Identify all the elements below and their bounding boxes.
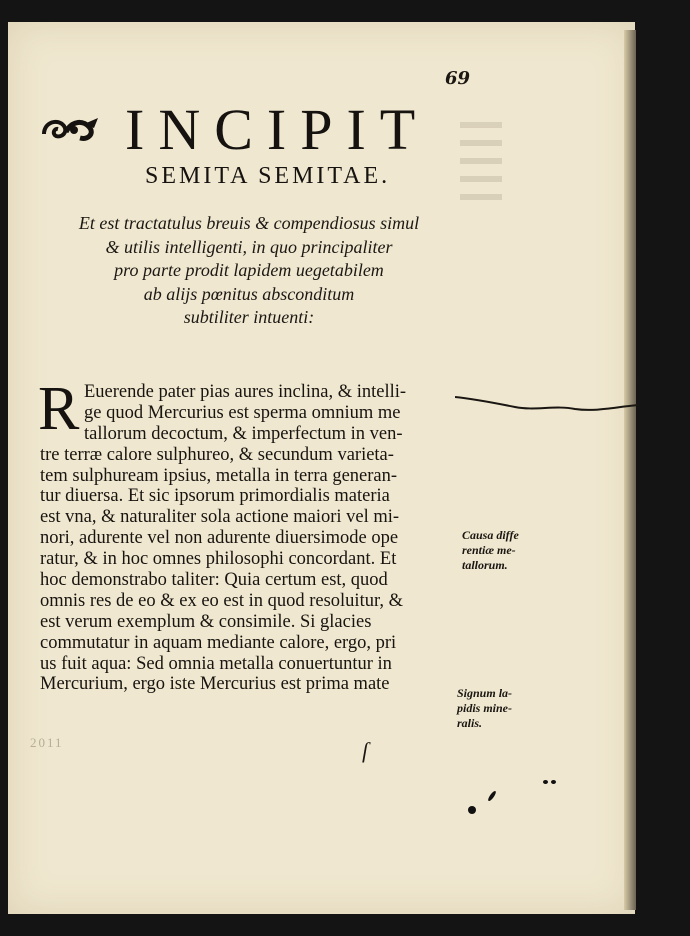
catchword: ſ bbox=[362, 738, 369, 763]
margin-note-causa bbox=[462, 528, 519, 573]
body-line: us fuit aqua: Sed omnia metalla conuertuntur in bbox=[40, 653, 392, 674]
body-line: est verum exemplum & consimile. Si glacies bbox=[40, 611, 372, 632]
margin-note-line: tallorum. bbox=[462, 558, 508, 572]
body-line: nori, adurente vel non adurente diuersimode ope bbox=[40, 528, 399, 549]
body-line: commutatur in aquam mediante calore, ergo, pri bbox=[40, 632, 397, 653]
intro-paragraph bbox=[64, 212, 434, 330]
body-line: Euerende pater pias aures inclina, & intelli- bbox=[84, 382, 407, 402]
margin-note-line: rentiæ me- bbox=[462, 543, 516, 557]
margin-note-line: ralis. bbox=[457, 716, 483, 730]
title-subtitle: SEMITA SEMITAE. bbox=[145, 163, 391, 189]
body-line: tallorum decoctum, & imperfectum in ven- bbox=[84, 423, 403, 444]
ink-speck bbox=[551, 780, 556, 784]
body-line: Mercurium, ergo iste Mercurius est prima mate bbox=[40, 674, 390, 695]
intro-line: pro parte prodit lapidem uegetabilem bbox=[114, 260, 384, 280]
drop-cap: R bbox=[38, 375, 80, 443]
page-tear-line bbox=[455, 385, 640, 420]
body-line: hoc demonstrabo taliter: Quia certum est, quod bbox=[40, 570, 388, 591]
fleuron-ornament-icon bbox=[40, 108, 102, 148]
body-line: tre terræ calore sulphureo, & secundum varieta- bbox=[40, 444, 394, 465]
body-line: tur diuersa. Et sic ipsorum primordialis materia bbox=[40, 486, 390, 507]
title-incipit: INCIPIT bbox=[125, 97, 430, 162]
body-line: omnis res de eo & ex eo est in quod resoluitur, & bbox=[40, 590, 404, 611]
margin-note-line: pidis mine- bbox=[457, 701, 513, 715]
ink-speck bbox=[468, 806, 476, 814]
page-edge-shadow bbox=[624, 30, 636, 910]
body-text bbox=[40, 382, 460, 695]
show-through-text bbox=[460, 110, 510, 230]
intro-line: & utilis intelligenti, in quo principaliter bbox=[105, 236, 393, 257]
body-line: ge quod Mercurius est sperma omnium me bbox=[84, 402, 401, 423]
body-line: est vna, & naturaliter sola actione maiori vel mi- bbox=[40, 507, 400, 528]
margin-note-line: Signum la- bbox=[457, 686, 513, 700]
intro-line: subtiliter intuenti: bbox=[183, 307, 315, 327]
body-line: ratur, & in hoc omnes philosophi concordant. Et bbox=[40, 549, 397, 570]
intro-line: ab alijs pœnitus absconditum bbox=[143, 283, 355, 304]
body-line: tem sulphuream ipsius, metalla in terra generan- bbox=[40, 465, 398, 486]
margin-note-signum bbox=[457, 686, 512, 731]
margin-note-line: Causa diffe bbox=[462, 528, 519, 542]
faint-stamp: 2011 bbox=[30, 735, 64, 750]
ink-speck bbox=[543, 780, 548, 784]
page-number: 69 bbox=[445, 68, 471, 89]
intro-line: Et est tractatulus breuis & compendiosus simul bbox=[78, 213, 420, 233]
